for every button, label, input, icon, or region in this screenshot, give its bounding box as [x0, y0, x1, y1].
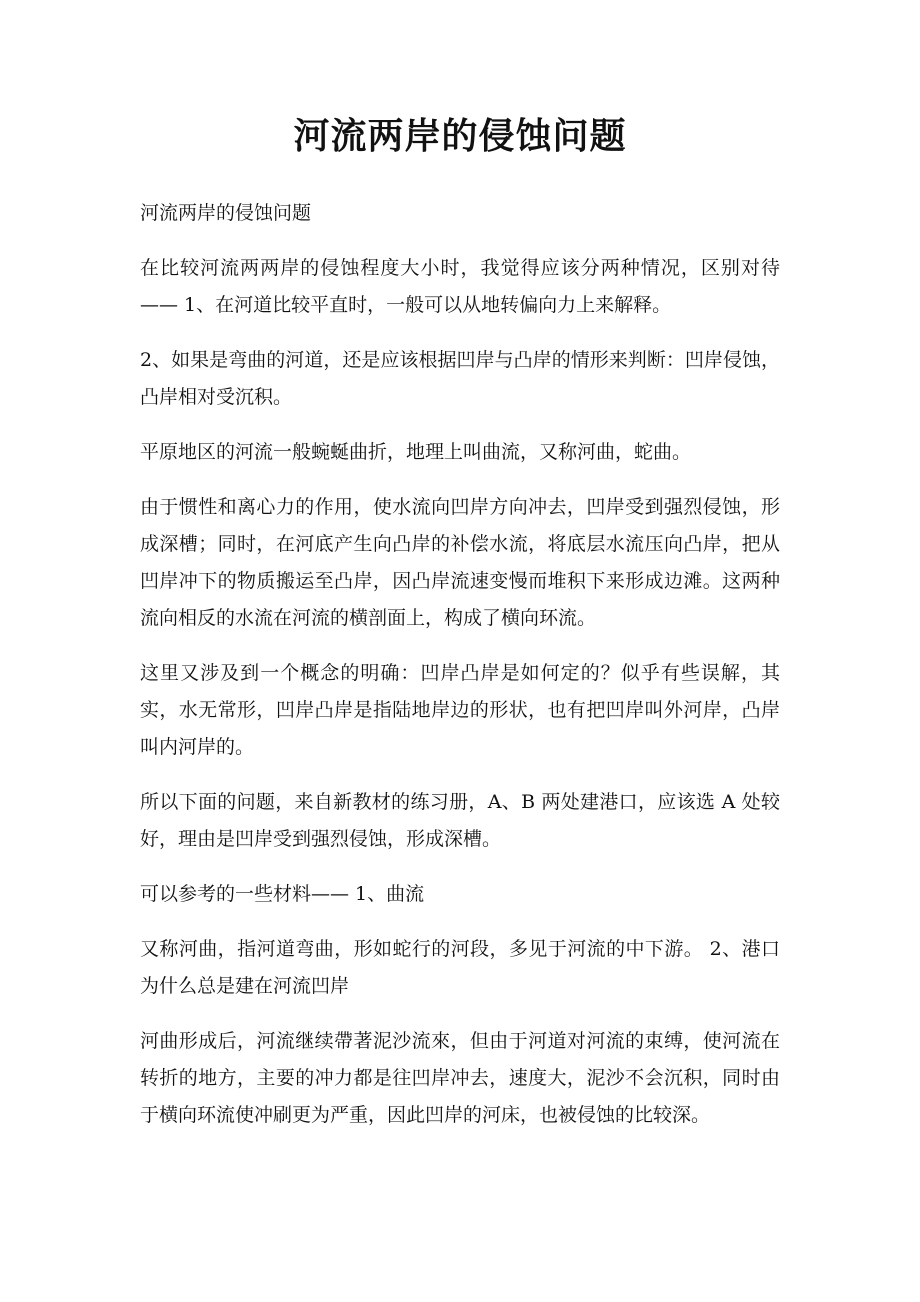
paragraph: 2、如果是弯曲的河道，还是应该根据凹岸与凸岸的情形来判断：凹岸侵蚀，凸岸相对受沉积。 — [140, 349, 780, 408]
paragraph: 由于惯性和离心力的作用，使水流向凹岸方向冲去，凹岸受到强烈侵蚀，形成深槽；同时，在河底产生向凸岸的补偿水流，将底层水流压向凸岸，把从凹岸冲下的物质搬运至凸岸，因凸岸流速变慢而堆积下来形成边滩。这两种流向相反的水流在河流的横剖面上，构成了横向环流。 — [140, 496, 780, 629]
paragraph: 所以下面的问题，来自新教材的练习册，A、B 两处建港口，应该选 A 处较好，理由是凹岸受到强烈侵蚀，形成深槽。 — [140, 791, 780, 850]
document-body — [140, 195, 780, 1152]
paragraph: 平原地区的河流一般蜿蜒曲折，地理上叫曲流，又称河曲，蛇曲。 — [140, 441, 692, 463]
paragraph: 在比较河流两两岸的侵蚀程度大小时，我觉得应该分两种情况，区别对待—— 1、在河道比较平直时，一般可以从地转偏向力上来解释。 — [140, 257, 780, 316]
paragraph: 这里又涉及到一个概念的明确：凹岸凸岸是如何定的？似乎有些误解，其实，水无常形，凹岸凸岸是指陆地岸边的形状，也有把凹岸叫外河岸，凸岸叫内河岸的。 — [140, 662, 780, 758]
page-title: 河流两岸的侵蚀问题 — [293, 115, 627, 157]
paragraph: 可以参考的一些材料—— 1、曲流 — [140, 883, 425, 905]
paragraph-subtitle: 河流两岸的侵蚀问题 — [140, 202, 312, 224]
paragraph: 又称河曲，指河道弯曲，形如蛇行的河段，多见于河流的中下游。 2、港口为什么总是建在河流凹岸 — [140, 938, 780, 997]
paragraph: 河曲形成后，河流继续帶著泥沙流來，但由于河道对河流的束缚，使河流在转折的地方，主要的冲力都是往凹岸冲去，速度大，泥沙不会沉积，同时由于横向环流使冲刷更为严重，因此凹岸的河床，也被侵蚀的比较深。 — [140, 1030, 780, 1126]
